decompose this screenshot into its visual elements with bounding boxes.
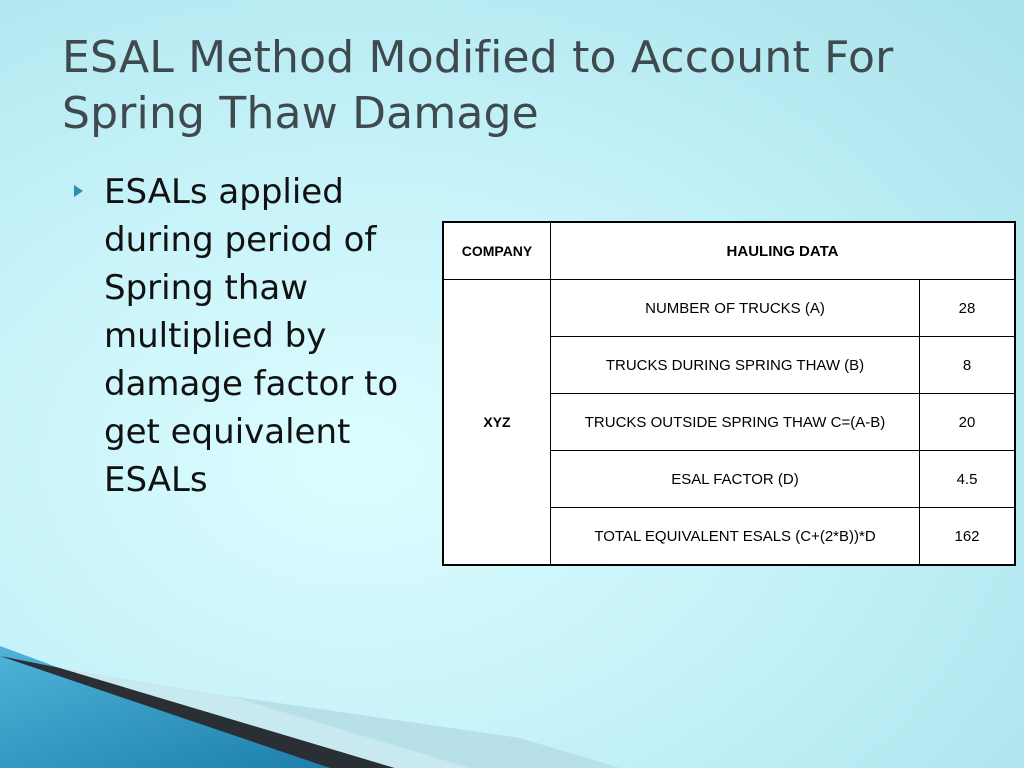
hauling-data-table	[442, 221, 1016, 566]
row-value: 4.5	[920, 451, 1016, 508]
bullet-list	[74, 168, 444, 504]
row-value: 8	[920, 337, 1016, 394]
bullet-arrow-icon	[74, 185, 83, 197]
hauling-data-header: HAULING DATA	[551, 222, 1016, 280]
company-header: COMPANY	[443, 222, 551, 280]
row-value: 162	[920, 508, 1016, 566]
company-name: XYZ	[443, 280, 551, 566]
row-label: TOTAL EQUIVALENT ESALS (C+(2*B))*D	[551, 508, 920, 566]
row-label: TRUCKS DURING SPRING THAW (B)	[551, 337, 920, 394]
row-label: ESAL FACTOR (D)	[551, 451, 920, 508]
table-header-row	[443, 222, 1015, 280]
bullet-text: ESALs applied during period of Spring thaw multiplied by damage factor to get equivalent ESALs	[104, 172, 399, 500]
row-value: 20	[920, 394, 1016, 451]
row-label: NUMBER OF TRUCKS (A)	[551, 280, 920, 337]
row-label: TRUCKS OUTSIDE SPRING THAW C=(A-B)	[551, 394, 920, 451]
table-row	[443, 280, 1015, 337]
row-value: 28	[920, 280, 1016, 337]
slide-title: ESAL Method Modified to Account For Spring Thaw Damage	[62, 32, 894, 139]
corner-wave-decoration	[0, 638, 1024, 768]
